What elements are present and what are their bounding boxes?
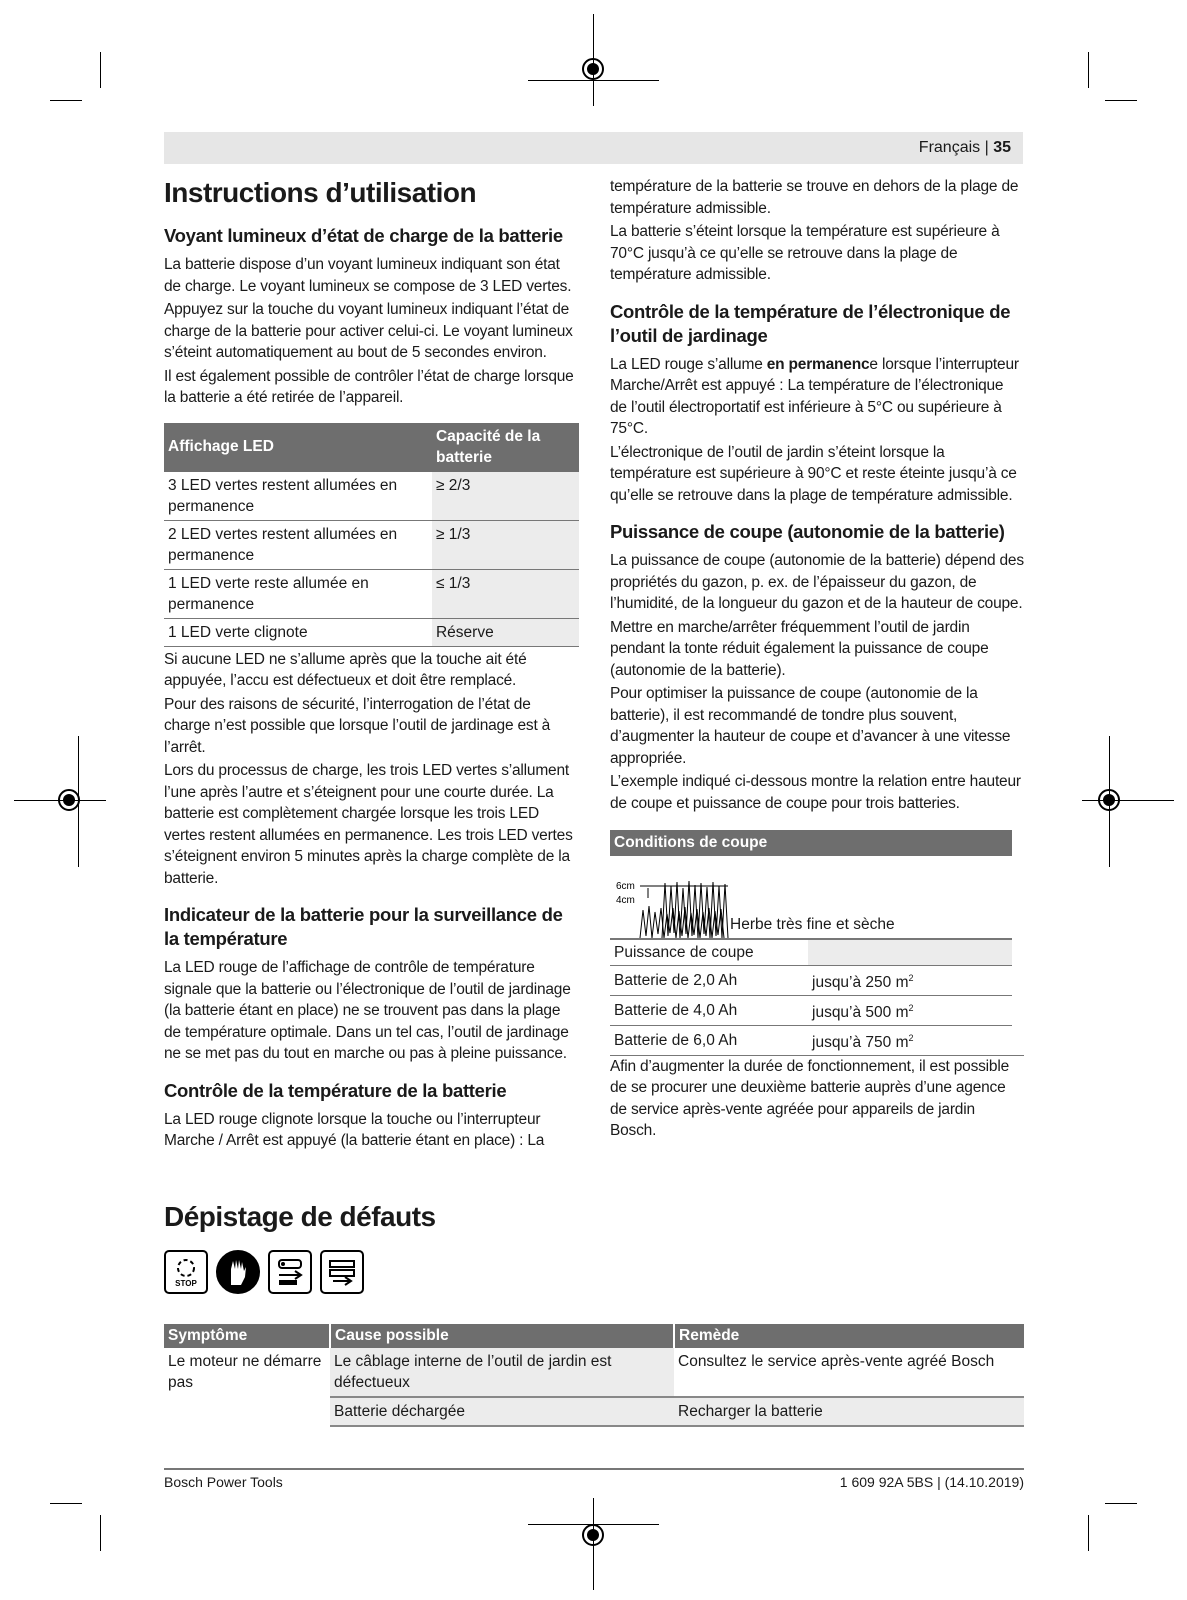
table-row (164, 569, 579, 618)
paragraph: La LED rouge de l’affichage de contrôle de température signale que la batterie ou l’électronique de l’outil de jardinage (la batterie étant en place) ne se trouvent pas dans la plage de température optimale. Dans un tel cas, l’outil de jardinage ne se met pas du tout en marche ou pas à pleine puissance. (164, 959, 571, 1062)
area-value: jusqu’à 750 m (812, 1033, 909, 1051)
led-table-header-display: Affichage LED (164, 423, 432, 472)
text-run: La LED rouge s’allume (610, 355, 767, 373)
grass-caption: Herbe très fine et sèche (730, 915, 895, 933)
header-remedy: Remède (674, 1324, 1024, 1348)
heading-battery-temperature: Contrôle de la température de la batterie (164, 1079, 507, 1101)
paragraph: Pour optimiser la puissance de coupe (autonomie de la batterie), il est recommandé de tondre plus souvent, d’augmenter la hauteur de coupe et d’avancer à une vitesse appropriée. (610, 685, 1011, 767)
grass-icon (610, 878, 730, 938)
stop-label: STOP (175, 1279, 197, 1288)
capacity-cell: Réserve (432, 618, 579, 646)
paragraph: Il est également possible de contrôler l’état de charge lorsque la batterie a été retirée de l’appareil. (164, 367, 574, 406)
area-cell (808, 995, 1012, 1025)
header-symptom: Symptôme (164, 1324, 330, 1348)
section-title-troubleshooting: Dépistage de défauts (164, 1201, 436, 1232)
capacity-cell: ≥ 1/3 (432, 520, 579, 569)
page-number: 35 (993, 139, 1011, 156)
heading-electronics-temperature: Contrôle de la température de l’électronique de l’outil de jardinage (610, 300, 1011, 346)
symptom-cell: Le moteur ne démarre pas (168, 1353, 322, 1391)
paragraph: La puissance de coupe (autonomie de la batterie) dépend des propriétés du gazon, p. ex. de l’épaisseur du gazon, de l’humidité, de la longueur du gazon et de la hauteur de coupe. (610, 552, 1024, 612)
grass-label-4cm: 4cm (616, 894, 635, 906)
conditions-heading: Conditions de coupe (610, 830, 1012, 856)
capacity-cell: ≤ 1/3 (432, 569, 579, 618)
paragraph: Pour des raisons de sécurité, l’interrogation de l’état de charge n’est possible que lorsque l’outil de jardinage est à l’arrêt. (164, 695, 551, 756)
area-exponent: 2 (908, 1032, 914, 1043)
table-row (164, 472, 579, 521)
table-row (164, 1348, 1024, 1397)
paragraph: Lors du processus de charge, les trois LED vertes s’allument l’une après l’autre et s’éteignent pour une courte durée. La batterie est complètement chargée lorsque les trois LED vertes restent allumées en permanence. Les trois LED vertes s’éteignent environ 5 minutes après la charge complète de la batterie. (164, 762, 573, 887)
area-value: jusqu’à 500 m (812, 1003, 909, 1021)
paragraph: Appuyez sur la touche du voyant lumineux indiquant l’état de charge de la batterie pour activer celui-ci. Le voyant lumineux s’éteint automatiquement au bout de 5 secondes environ. (164, 301, 573, 361)
table-row (610, 939, 1012, 966)
crop-mark (1088, 1515, 1089, 1551)
page-header (164, 132, 1023, 164)
battery-cell: Batterie de 4,0 Ah (610, 995, 808, 1025)
paragraph (610, 354, 1024, 440)
crop-mark (1105, 100, 1137, 101)
led-display-cell: 1 LED verte reste allumée en permanence (164, 569, 432, 618)
paragraph: La batterie s’éteint lorsque la température est supérieure à 70°C jusqu’à ce qu’elle se retrouve dans la plage de température admissible. (610, 223, 1000, 283)
table-row (164, 520, 579, 569)
crop-mark (1105, 1503, 1137, 1504)
paragraph: La batterie dispose d’un voyant lumineux indiquant son état de charge. Le voyant lumineux se compose de 3 LED vertes. (164, 256, 572, 295)
footer-divider (164, 1468, 1024, 1470)
heading-temperature-indicator: Indicateur de la batterie pour la surveillance de la température (164, 904, 563, 949)
left-column (164, 176, 579, 1154)
remedy-cell: Recharger la batterie (674, 1397, 1024, 1426)
capacity-cell: ≥ 2/3 (432, 472, 579, 521)
led-display-cell: 1 LED verte clignote (164, 618, 432, 646)
crop-mark (50, 1503, 82, 1504)
crop-mark (100, 1515, 101, 1551)
cutting-power-table (610, 938, 1012, 1055)
service-icon (268, 1250, 312, 1294)
paragraph: L’exemple indiqué ci-dessous montre la relation entre hauteur de coupe et puissance de coupe pour trois batteries. (610, 773, 1021, 812)
area-cell (808, 965, 1012, 995)
heading-charge-indicator: Voyant lumineux d’état de charge de la batterie (164, 225, 563, 246)
registration-mark (582, 58, 604, 80)
cause-cell: Batterie déchargée (330, 1397, 674, 1426)
header-text: Français | 35 (918, 139, 1011, 156)
stop-icon (164, 1250, 208, 1294)
area-exponent: 2 (908, 1002, 914, 1013)
registration-mark (1098, 789, 1120, 811)
empty-cell (808, 939, 1012, 966)
crop-mark (1088, 52, 1089, 88)
emphasis-text: en permanenc (766, 355, 870, 373)
area-exponent: 2 (908, 972, 914, 983)
paragraph: La LED rouge clignote lorsque la touche ou l’interrupteur Marche / Arrêt est appuyé (la batterie étant en place) : La (164, 1110, 545, 1149)
paragraph: température de la batterie se trouve en dehors de la plage de température admissible. (610, 178, 1019, 217)
paragraph: Mettre en marche/arrêter fréquemment l’outil de jardin pendant la tonte réduit également la puissance de coupe (autonomie de la batterie). (610, 618, 989, 679)
paragraph: L’électronique de l’outil de jardin s’éteint lorsque la température est supérieure à 90°C et reste éteinte jusqu’à ce qu’elle se retrouve dans la plage de température admissible. (610, 443, 1017, 504)
paragraph: Afin d’augmenter la durée de fonctionnement, il est possible de se procurer une deuxième batterie auprès d’une agence de service après-vente agréée pour appareils de jardin Bosch. (610, 1055, 1024, 1142)
led-table-header-capacity: Capacité de la batterie (432, 423, 579, 472)
area-cell (808, 1025, 1012, 1055)
section-title-instructions: Instructions d’utilisation (164, 177, 477, 208)
header-cause: Cause possible (330, 1324, 674, 1348)
footer-brand: Bosch Power Tools (164, 1474, 283, 1490)
crop-mark (50, 100, 82, 101)
gloves-icon (216, 1250, 260, 1294)
led-display-cell: 2 LED vertes restent allumées en permanence (164, 520, 432, 569)
led-table (164, 423, 579, 647)
table-row (610, 995, 1012, 1025)
troubleshooting-table (164, 1324, 1024, 1427)
safety-icons (164, 1250, 364, 1294)
text-run: e lorsque l’interrupteur Marche/Arrêt est appuyé : La température de l’électronique de l’outil électroportatif est inférieure à 5°C ou supérieure à 75°C. (610, 355, 1019, 437)
battery-cell: Batterie de 2,0 Ah (610, 965, 808, 995)
registration-mark (58, 789, 80, 811)
registration-mark (582, 1524, 604, 1546)
heading-cutting-power: Puissance de coupe (autonomie de la batterie) (610, 521, 1005, 542)
right-column (610, 176, 1024, 1144)
table-row (610, 965, 1012, 995)
grass-illustration (610, 878, 1024, 938)
led-display-cell: 3 LED vertes restent allumées en permanence (164, 472, 432, 521)
cause-cell: Le câblage interne de l’outil de jardin est défectueux (330, 1348, 674, 1397)
area-value: jusqu’à 250 m (812, 973, 909, 991)
paragraph: Si aucune LED ne s’allume après que la touche ait été appuyée, l’accu est défectueux et doit être remplacé. (164, 650, 527, 689)
crop-mark (100, 52, 101, 88)
battery-cell: Batterie de 6,0 Ah (610, 1025, 808, 1055)
table-row (610, 1025, 1012, 1055)
remedy-cell: Consultez le service après-vente agréé Bosch (674, 1348, 1024, 1397)
grass-label-6cm: 6cm (616, 880, 635, 892)
header-language: Français (918, 139, 981, 156)
cutting-power-label: Puissance de coupe (610, 939, 808, 966)
battery-remove-icon (320, 1250, 364, 1294)
table-row (164, 618, 579, 646)
crop-mark (1082, 800, 1174, 801)
footer-docnumber: 1 609 92A 5BS | (14.10.2019) (839, 1474, 1024, 1490)
